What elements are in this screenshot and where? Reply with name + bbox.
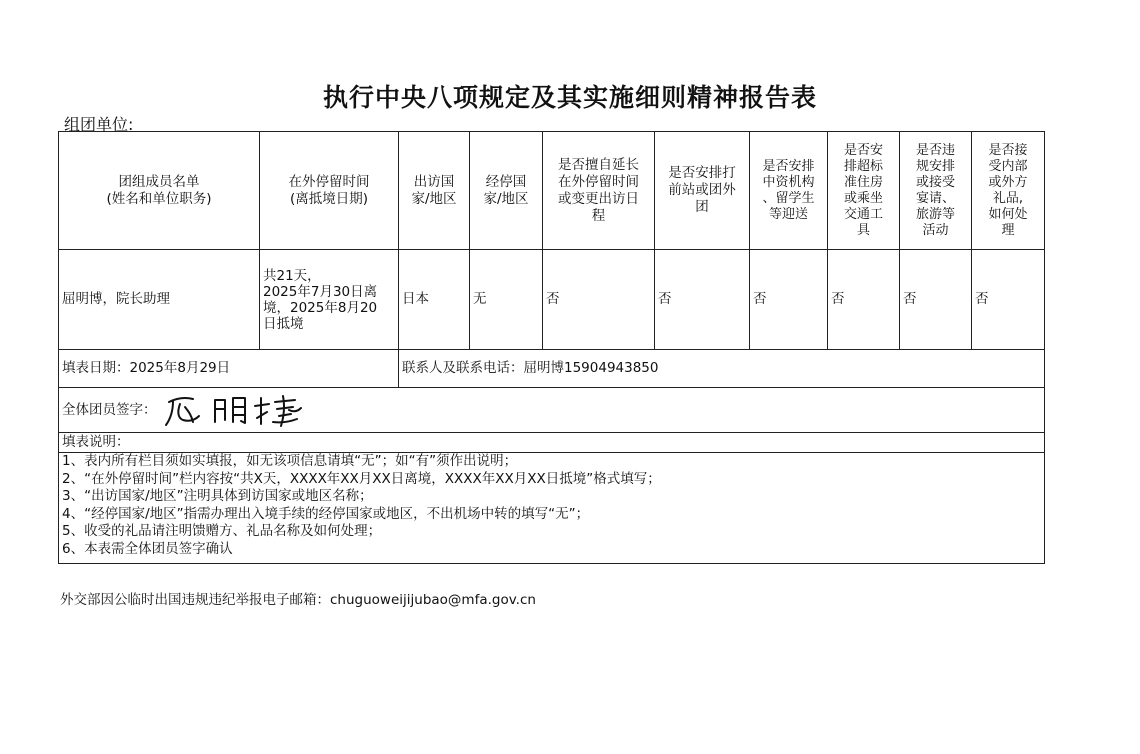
- header-stay-time: 在外停留时间 (离抵境日期): [260, 132, 399, 250]
- note-item: 2、“在外停留时间”栏内容按“共X天，XXXX年XX月XX日离境，XXXX年XX月XX日抵境”格式填写；: [62, 470, 661, 487]
- notes-cell: [59, 453, 1045, 564]
- cell-housing: 否: [828, 250, 900, 350]
- cell-advance-team: 否: [655, 250, 750, 350]
- signature-cell: [59, 388, 1045, 433]
- cell-stay-time: 共21天， 2025年7月30日离 境，2025年8月20 日抵境: [260, 250, 399, 350]
- cell-gifts: 否: [972, 250, 1045, 350]
- signature-row: [59, 388, 1045, 433]
- header-extend-stay: 是否擅自延长 在外停留时间 或变更出访日 程: [543, 132, 655, 250]
- header-member: 团组成员名单 (姓名和单位职务): [59, 132, 260, 250]
- fill-date: 填表日期：2025年8月29日: [59, 350, 399, 388]
- cell-reception: 否: [750, 250, 828, 350]
- notes-row: [59, 453, 1045, 564]
- report-table: [58, 131, 1045, 564]
- note-item: 6、本表需全体团员签字确认: [62, 540, 233, 557]
- cell-visit-country: 日本: [399, 250, 470, 350]
- notes-title-row: [59, 433, 1045, 453]
- header-transit-country: 经停国 家/地区: [470, 132, 543, 250]
- signature-label: 全体团员签字：: [62, 401, 157, 418]
- report-email-footer: 外交部因公临时出国违规违纪举报电子邮箱：chuguoweijijubao@mfa.gov.cn: [60, 592, 536, 608]
- note-item: 3、“出访国家/地区”注明具体到访国家或地区名称；: [62, 488, 373, 504]
- header-row: [59, 132, 1045, 250]
- notes-title: 填表说明：: [59, 433, 1045, 453]
- header-gifts: 是否接 受内部 或外方 礼品, 如何处 理: [972, 132, 1045, 250]
- organizing-unit-label: 组团单位:: [64, 115, 134, 134]
- header-housing: 是否安 排超标 准住房 或乘坐 交通工 具: [828, 132, 900, 250]
- cell-member: 屈明博，院长助理: [59, 250, 260, 350]
- header-reception: 是否安排 中资机构 、留学生 等迎送: [750, 132, 828, 250]
- member-row: [59, 250, 1045, 350]
- header-visit-country: 出访国 家/地区: [399, 132, 470, 250]
- cell-extend-stay: 否: [543, 250, 655, 350]
- form-title: 执行中央八项规定及其实施细则精神报告表: [322, 83, 817, 112]
- cell-banquet: 否: [900, 250, 972, 350]
- header-banquet: 是否违 规安排 或接受 宴请、 旅游等 活动: [900, 132, 972, 250]
- note-item: 5、收受的礼品请注明馈赠方、礼品名称及如何处理；: [62, 523, 382, 539]
- note-item: 4、“经停国家/地区”指需办理出入境手续的经停国家或地区，不出机场中转的填写“无”；: [62, 505, 590, 522]
- cell-transit-country: 无: [470, 250, 543, 350]
- fill-info-row: [59, 350, 1045, 388]
- note-item: 1、表内所有栏目须如实填报，如无该项信息请填“无”；如“有”须作出说明；: [62, 453, 518, 469]
- header-advance-team: 是否安排打 前站或团外 团: [655, 132, 750, 250]
- contact-info: 联系人及联系电话：屈明博15904943850: [399, 350, 1045, 388]
- handwritten-signature: [163, 392, 313, 428]
